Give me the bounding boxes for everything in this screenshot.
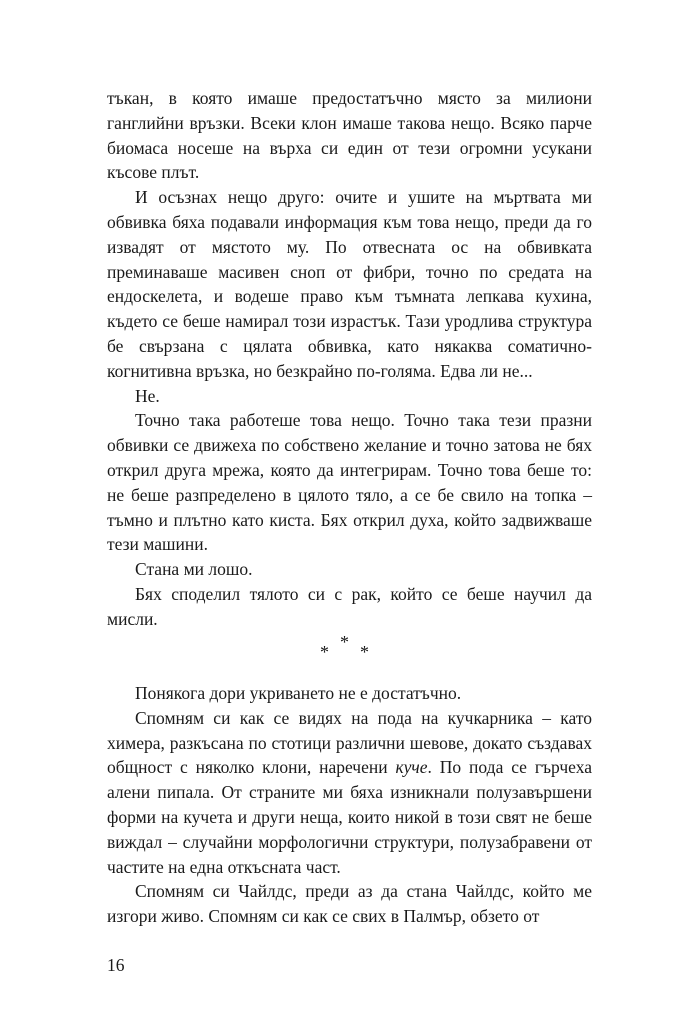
section-break-asterism [320,632,370,662]
paragraph-text-after-emphasis: . По пода се гърчеха алени пипала. От страните ми бяха изникнали полузавършени форми на кучета и други неща, които никой в този свят не беше виждал – случайни морфологични структури, полузабравени от частите на една откъсната част. [107,757,592,877]
section-two-text [107,681,592,929]
paragraph: И осъзнах нещо друго: очите и ушите на мъртвата ми обвивка бяха подавали информация към това нещо, преди да го извадят от мястото му. По отвесната ос на обвивката преминаваше масивен сноп от фибри, точно по средата на ендоскелета, и водеше право към тъмната лепкава кухина, където се беше намирал този израстък. Тази уродлива структура бе свързана с цялата обвивка, като някаква соматично-когнитивна връзка, но безкрайно по-голяма. Едва ли не... [107,187,592,381]
paragraph: Бях споделил тялото си с рак, който се беше научил да мисли. [107,583,592,629]
paragraph: Спомням си Чайлдс, преди аз да стана Чайлдс, който ме изгори живо. Спомням си как се свих в Палмър, обзето от [107,881,592,927]
paragraph-with-emphasis [107,706,592,880]
paragraph: Стана ми лошо. [135,559,253,580]
section-one-text [107,86,592,632]
page-number: 16 [107,955,125,975]
paragraph: Понякога дори укриването не е достатъчно. [135,683,462,703]
emphasized-word: куче [395,757,428,778]
paragraph-text-before-emphasis: Спомням си как се видях на пода на кучкарника – като химера, разкъсана по стотици различни шевове, докато създавах общност с няколко клони, наречени [107,707,592,778]
paragraph: Точно така работеше това нещо. Точно така тези празни обвивки се движеха по собствено желание и точно затова не бях открил друга мрежа, която да интегрирам. Точно това беше то: не беше разпределено в цялото тяло, а се бе свило на топка – тъмно и плътно като киста. Бях открил духа, който задвижваше тези машини. [107,410,592,555]
asterisk-left: * [320,642,329,662]
asterisk-right: * [360,642,369,662]
paragraph-continuation: тъкан, в която имаше предостатъчно място за милиони ганглийни връзки. Всеки клон имаше такова нещо. Всяко парче биомаса носеше на върха си един от тези огромни усукани късове плът. [107,88,592,183]
paragraph: Не. [135,385,160,406]
asterisk-top: * [340,632,349,652]
